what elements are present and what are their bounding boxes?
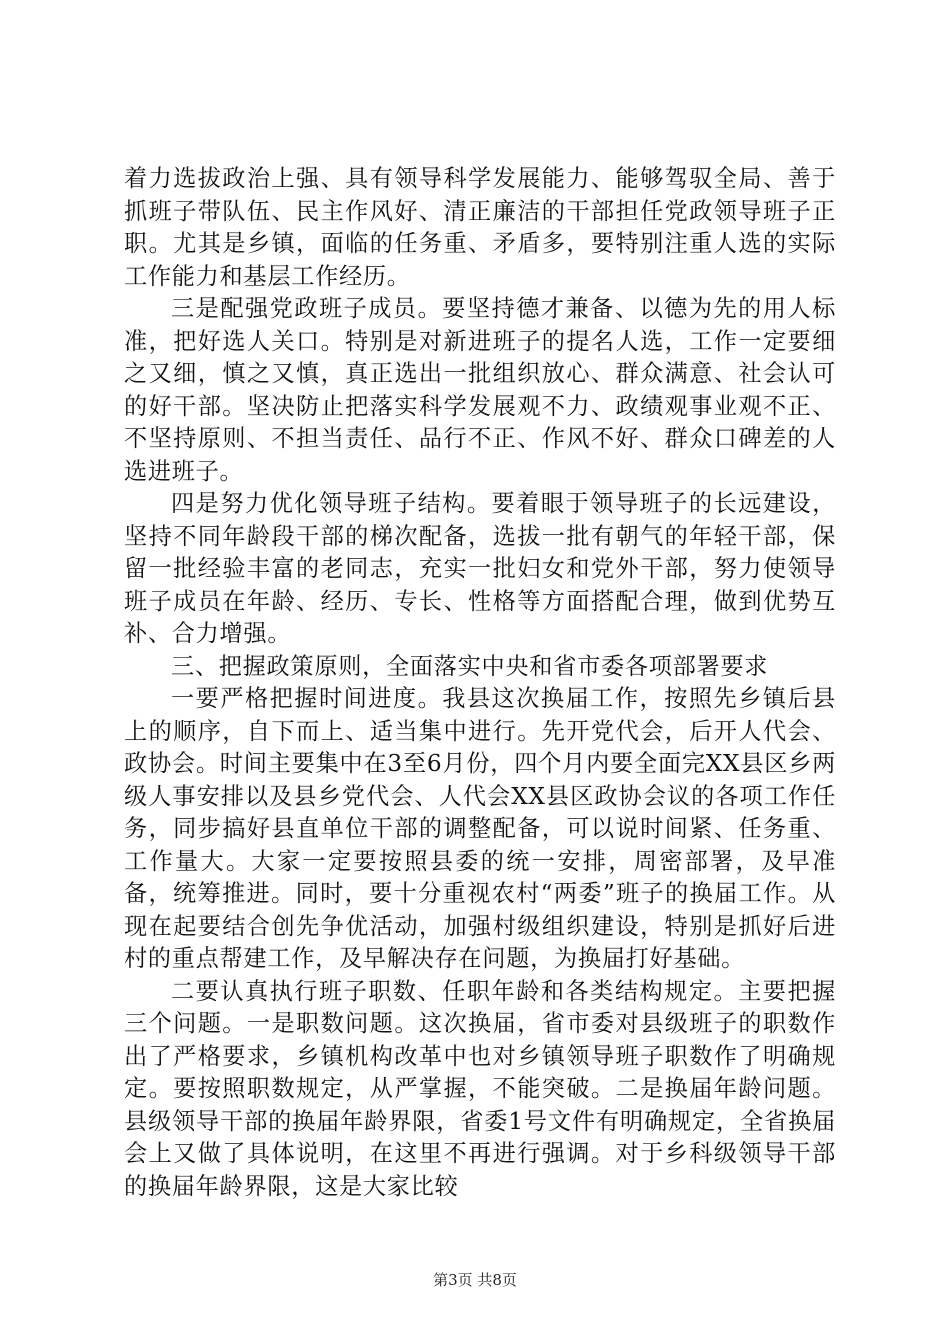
paragraph-5: 二要认真执行班子职数、任职年龄和各类结构规定。主要把握三个问题。一是职数问题。这次换届，省市委对县级班子的职数作出了严格要求，乡镇机构改革中也对乡镇领导班子职数作了明确规定。要按照职数规定，从严掌握，不能突破。二是换届年龄问题。县级领导干部的换届年龄界限，省委1号文件有明确规定，全省换届会上又做了具体说明，在这里不再进行强调。对于乡科级领导干部的换届年龄界限，这是大家比较 (124, 977, 836, 1200)
paragraph-1: 着力选拔政治上强、具有领导科学发展能力、能够驾驭全局、善于抓班子带队伍、民主作风好、清正廉洁的干部担任党政领导班子正职。尤其是乡镇，面临的任务重、矛盾多，要特别注重人选的实际工作能力和基层工作经历。 (124, 165, 836, 290)
document-body (124, 163, 836, 1203)
paragraph-2: 三是配强党政班子成员。要坚持德才兼备、以德为先的用人标准，把好选人关口。特别是对新进班子的提名人选，工作一定要细之又细，慎之又慎，真正选出一批组织放心、群众满意、社会认可的好干部。坚决防止把落实科学发展观不力、政绩观事业观不正、不坚持原则、不担当责任、品行不正、作风不好、群众口碑差的人选进班子。 (124, 295, 836, 485)
paragraph-3: 四是努力优化领导班子结构。要着眼于领导班子的长远建设，坚持不同年龄段干部的梯次配备，选拔一批有朝气的年轻干部，保留一批经验丰富的老同志，充实一批妇女和党外干部，努力使领导班子成员在年龄、经历、专长、性格等方面搭配合理，做到优势互补、合力增强。 (124, 490, 836, 647)
section-heading: 三、把握政策原则，全面落实中央和省市委各项部署要求 (171, 652, 769, 680)
page-number-footer: 第3页 共8页 (433, 1271, 517, 1289)
paragraph-4: 一要严格把握时间进度。我县这次换届工作，按照先乡镇后县上的顺序，自下而上、适当集中进行。先开党代会，后开人代会、政协会。时间主要集中在3至6月份，四个月内要全面完XX县区乡两级人事安排以及县乡党代会、人代会XX县区政协会议的各项工作任务，同步搞好县直单位干部的调整配备，可以说时间紧、任务重、工作量大。大家一定要按照县委的统一安排，周密部署，及早准备，统筹推进。同时，要十分重视农村“两委”班子的换届工作。从现在起要结合创先争优活动，加强村级组织建设，特别是抓好后进村的重点帮建工作，及早解决存在问题，为换届打好基础。 (124, 685, 836, 972)
